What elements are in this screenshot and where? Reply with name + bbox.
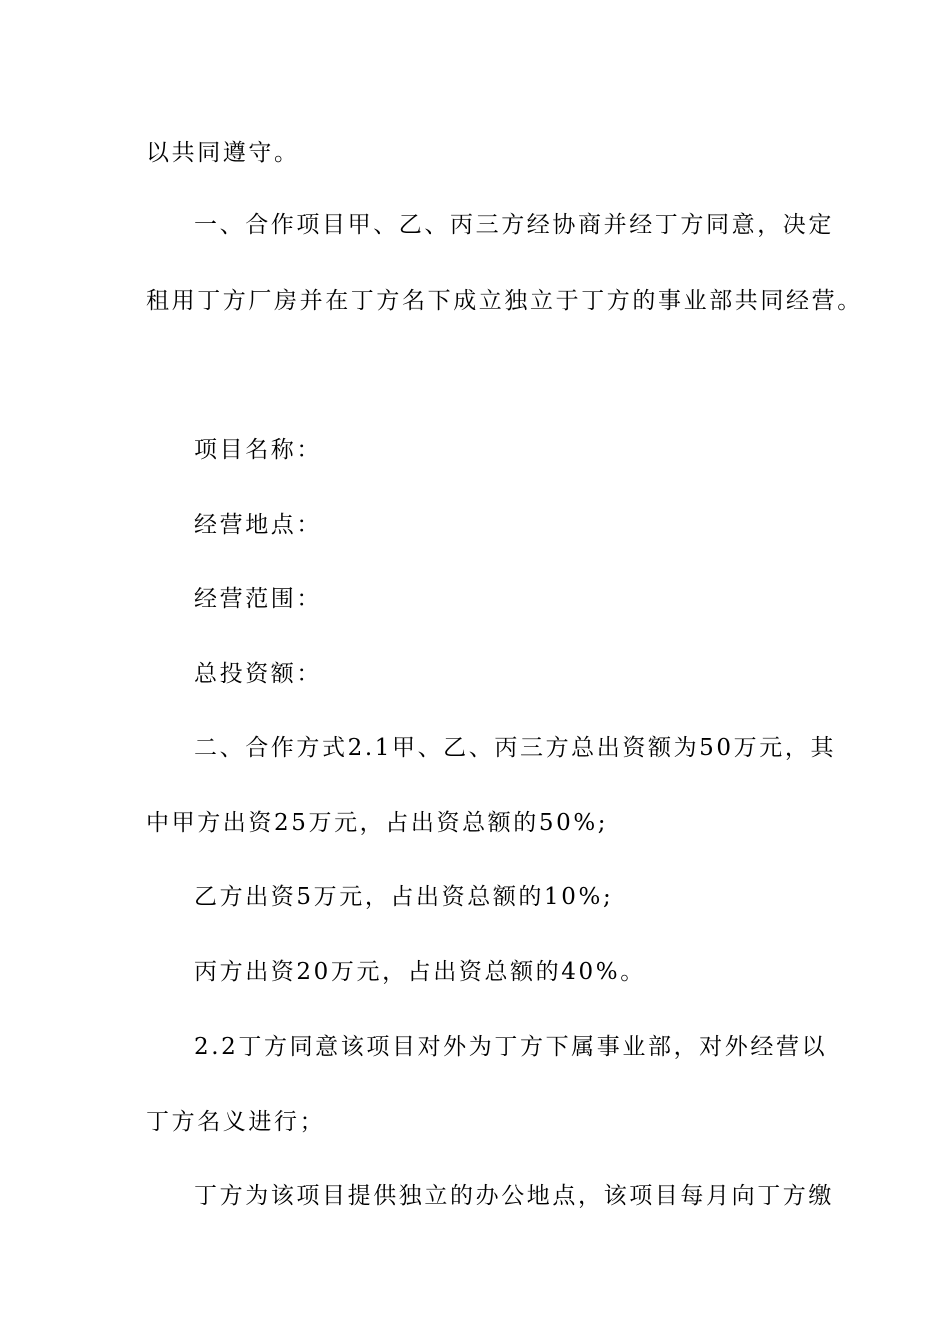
clause-2-2-line: 2.2丁方同意该项目对外为丁方下属事业部，对外经营以 — [194, 1034, 828, 1060]
section-one-continuation-line: 租用丁方厂房并在丁方名下成立独立于丁方的事业部共同经营。 — [146, 288, 863, 314]
business-scope-field: 经营范围： — [194, 586, 322, 612]
office-provision-line: 丁方为该项目提供独立的办公地点，该项目每月向丁方缴 — [194, 1183, 834, 1209]
total-investment-field: 总投资额： — [194, 661, 322, 687]
clause-2-2-continuation-line: 丁方名义进行； — [146, 1109, 326, 1135]
business-location-field: 经营地点： — [194, 512, 322, 538]
project-name-field: 项目名称： — [194, 437, 322, 463]
party-b-contribution-line: 乙方出资5万元，占出资总额的10%; — [194, 884, 614, 910]
paragraph-line-closing: 以共同遵守。 — [146, 140, 300, 166]
section-one-heading-line: 一、合作项目甲、乙、丙三方经协商并经丁方同意，决定 — [194, 212, 834, 238]
party-c-contribution-line: 丙方出资20万元，占出资总额的40%。 — [194, 959, 646, 985]
section-two-heading-line: 二、合作方式2.1甲、乙、丙三方总出资额为50万元，其 — [194, 735, 837, 761]
party-a-contribution-line: 中甲方出资25万元，占出资总额的50%; — [146, 810, 609, 836]
